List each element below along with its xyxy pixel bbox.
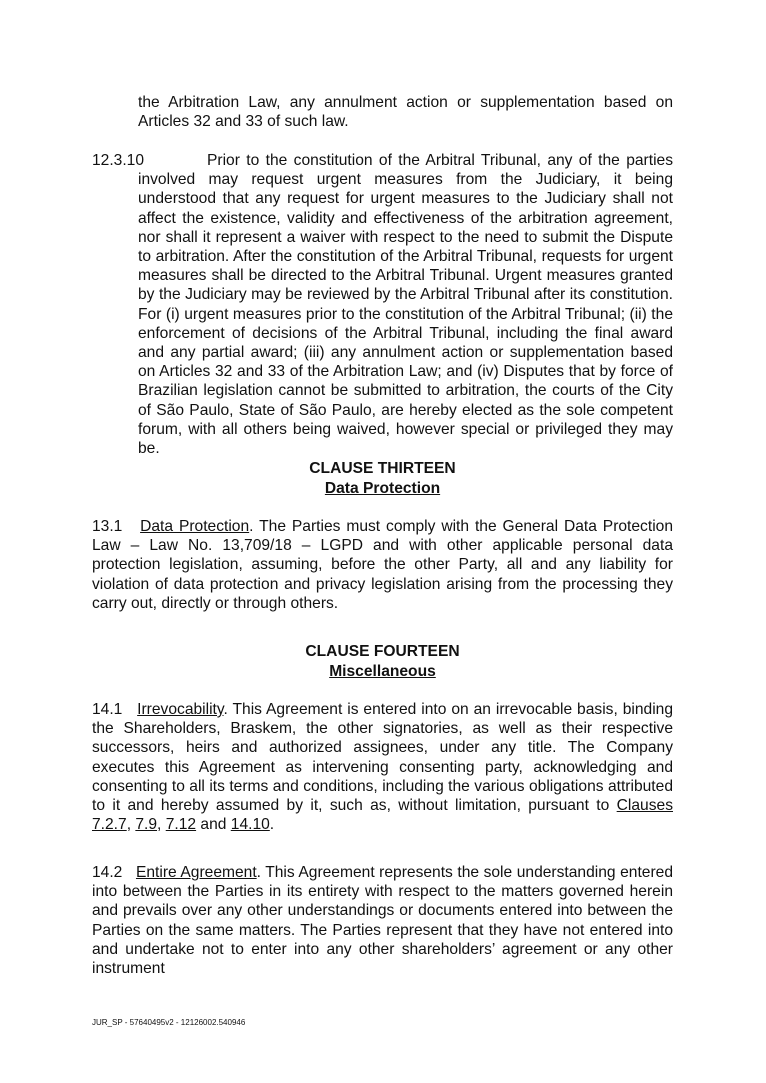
section-number: 14.1 <box>92 701 123 718</box>
clause-reference-link[interactable]: 7.12 <box>165 816 197 834</box>
clause-thirteen-subheading: Data Protection <box>324 480 441 497</box>
section-number: 12.3.10 <box>92 152 145 169</box>
paragraph-14-1: 14.1 Irrevocability. This Agreement is entered into on an irrevocable basis, binding the Shareholders, Braskem, the other signatories, as well as their respective successors, heirs and authorized assignees, under any title. The Company executes this Agreement as intervening consenting party, acknowledging and consenting to all its terms and conditions, including the various obligations attributed to it and hereby assumed by it, such as, without limitation, pursuant to Clauses 7.2.7, 7.9, 7.12 and 14.10. <box>92 701 674 834</box>
clause-thirteen-heading: CLAUSE THIRTEEN <box>309 460 456 477</box>
clause-reference-link[interactable]: 14.10 <box>230 816 270 834</box>
section-number: 13.1 <box>92 518 123 535</box>
paragraph-text: Prior to the constitution of the Arbitral Tribunal, any of the parties involved may request urgent measures from the Judiciary, it being understood that any request for urgent measures to the Judiciary shall not affect the existence, validity and effectiveness of the arbitration agreement, nor shall it represent a waiver with respect to the need to submit the Dispute to arbitration. After the constitution of the Arbitral Tribunal, requests for urgent measures shall be directed to the Arbitral Tribunal. Urgent measures granted by the Judiciary may be reviewed by the Arbitral Tribunal after its constitution. For (i) urgent measures prior to the constitution of the Arbitral Tribunal; (ii) the enforcement of decisions of the Arbitral Tribunal, including the final award and any partial award; (iii) any annulment action or supplementation based on Articles 32 and 33 of the Arbitration Law; and (iv) Disputes that by force of Brazilian legislation cannot be submitted to arbitration, the courts of the City of São Paulo, State of São Paulo, are hereby elected as the sole competent forum, with all others being waived, however special or privileged they may be. <box>138 152 673 458</box>
paragraph-text: . The Parties must comply with the General Data Protection Law – Law No. 13,709/18 – LGPD and with other applicable personal data protection legislation, assuming, before the other Party, all and any liability for violation of data protection and privacy legislation arising from the processing they carry out, directly or through others. <box>92 518 674 612</box>
document-footer-id: JUR_SP - 57640495v2 - 12126002.540946 <box>92 1018 246 1027</box>
paragraph-text: . This Agreement is entered into on an irrevocable basis, binding the Shareholders, Braskem, the other signatories, as well as their respective successors, heirs and authorized assignees, under any title. The Company executes this Agreement as intervening consenting party, acknowledging and consenting to all its terms and conditions, including the various obligations attributed to it and hereby assumed by it, such as, without limitation, pursuant to <box>92 701 674 815</box>
paragraph-text: the Arbitration Law, any annulment action or supplementation based on Articles 32 and 33 of such law. <box>138 94 673 131</box>
section-title: Irrevocability <box>137 701 224 718</box>
clause-fourteen-heading: CLAUSE FOURTEEN <box>305 643 460 660</box>
clause-reference-link[interactable]: Clauses 7.2.7 <box>92 797 673 834</box>
clause-reference-link[interactable]: 7.9 <box>135 816 158 834</box>
paragraph-continuation <box>138 93 673 131</box>
paragraph-14-2 <box>92 863 673 978</box>
clause-fourteen-subheading: Miscellaneous <box>329 663 436 680</box>
paragraph-text: . This Agreement represents the sole understanding entered into between the Parties in its entirety with respect to the matters governed herein and prevails over any other understandings or documents entered into between the Parties on the same matters. The Parties represent that they have not entered into and undertake not to enter into any other shareholders’ agreement or any other instrument <box>92 864 673 978</box>
section-title: Entire Agreement <box>135 864 257 881</box>
section-number: 14.2 <box>92 864 123 881</box>
section-title: Data Protection <box>140 518 250 535</box>
paragraph-13-1 <box>92 517 673 613</box>
